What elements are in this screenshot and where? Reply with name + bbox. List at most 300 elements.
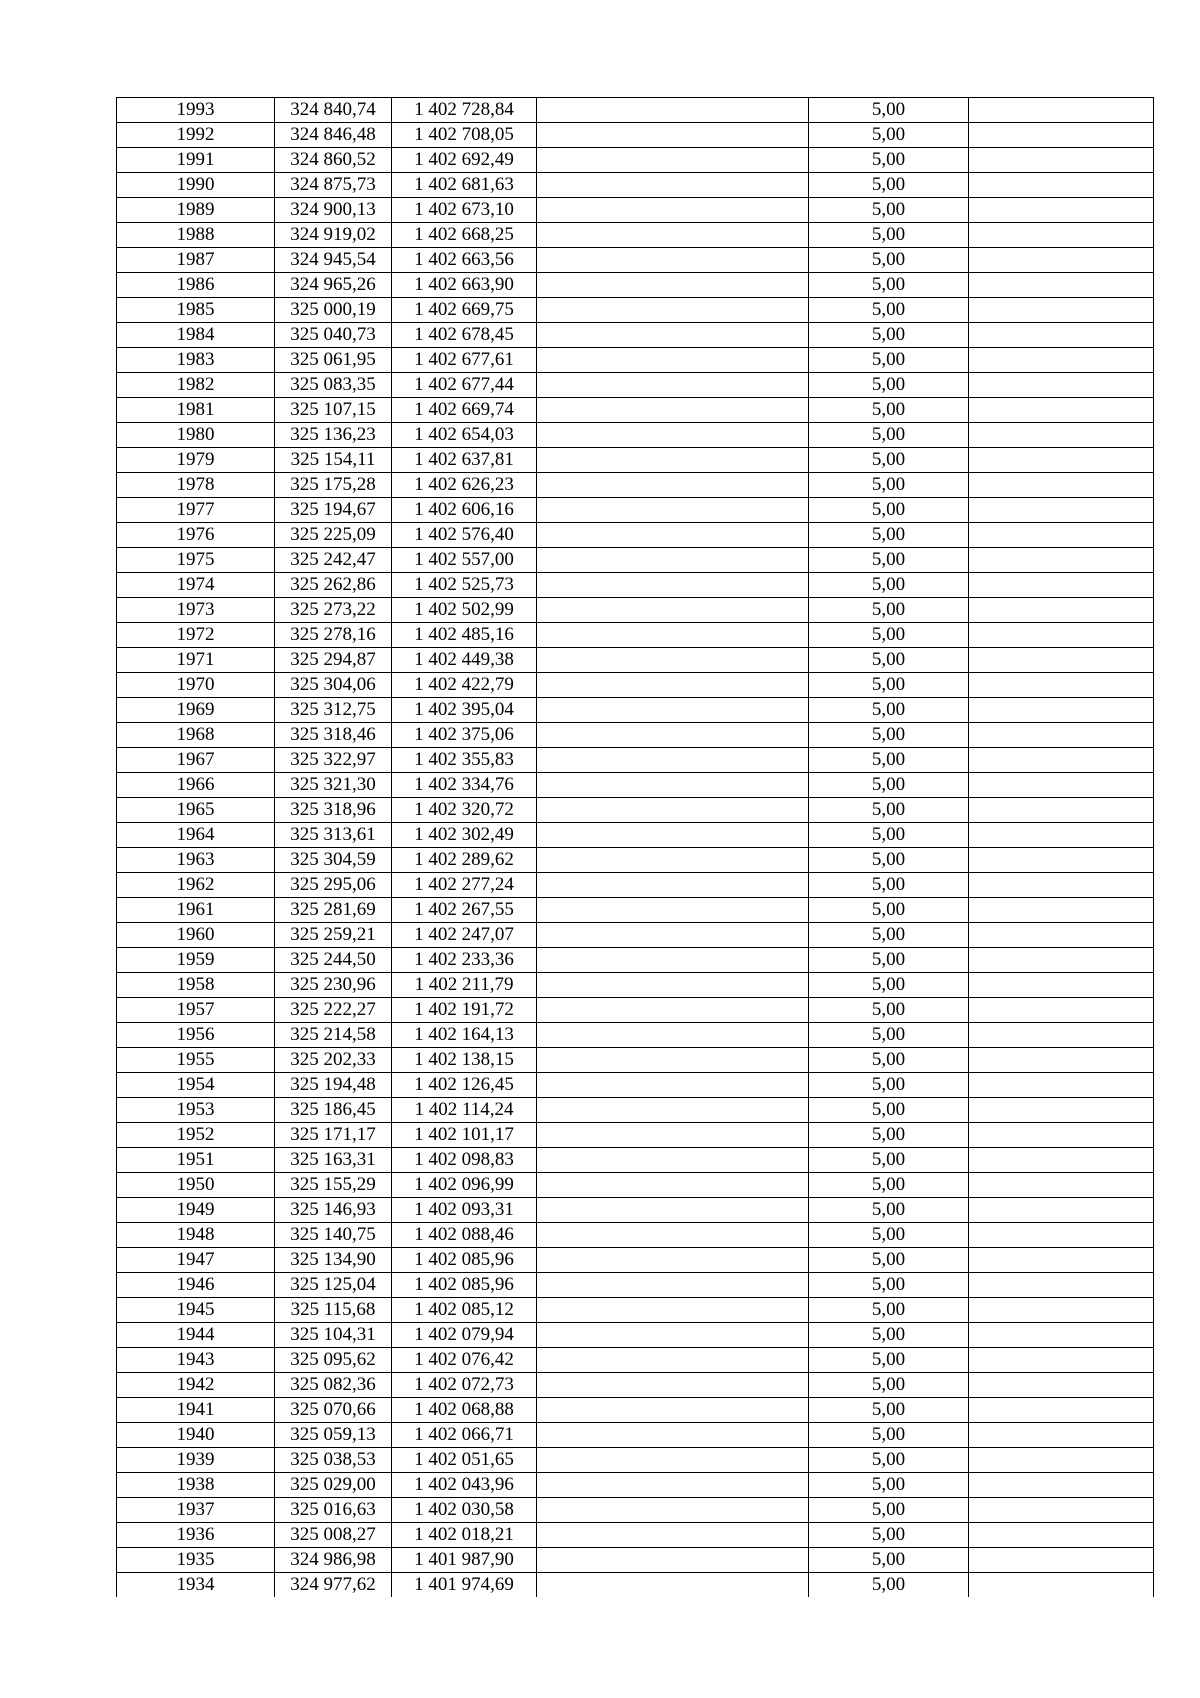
empty-cell [537,873,809,898]
empty-cell [537,1473,809,1498]
point-number-cell: 1986 [117,273,275,298]
point-number-cell: 1945 [117,1298,275,1323]
y-coordinate-cell: 1 402 066,71 [392,1423,537,1448]
x-coordinate-cell: 325 281,69 [275,898,392,923]
empty-cell [969,1573,1154,1598]
x-coordinate-cell: 325 312,75 [275,698,392,723]
empty-cell [537,573,809,598]
empty-cell [969,498,1154,523]
empty-cell [969,1198,1154,1223]
point-number-cell: 1981 [117,398,275,423]
point-number-cell: 1976 [117,523,275,548]
empty-cell [969,723,1154,748]
y-coordinate-cell: 1 402 072,73 [392,1373,537,1398]
value-cell: 5,00 [809,498,969,523]
value-cell: 5,00 [809,1198,969,1223]
table-row [117,698,1154,723]
point-number-cell: 1973 [117,598,275,623]
empty-cell [537,673,809,698]
x-coordinate-cell: 325 244,50 [275,948,392,973]
value-cell: 5,00 [809,1348,969,1373]
value-cell: 5,00 [809,473,969,498]
point-number-cell: 1936 [117,1523,275,1548]
empty-cell [537,1098,809,1123]
x-coordinate-cell: 325 230,96 [275,973,392,998]
x-coordinate-cell: 325 040,73 [275,323,392,348]
value-cell: 5,00 [809,573,969,598]
value-cell: 5,00 [809,798,969,823]
y-coordinate-cell: 1 402 267,55 [392,898,537,923]
x-coordinate-cell: 325 115,68 [275,1298,392,1323]
x-coordinate-cell: 325 186,45 [275,1098,392,1123]
value-cell: 5,00 [809,173,969,198]
x-coordinate-cell: 325 175,28 [275,473,392,498]
x-coordinate-cell: 324 986,98 [275,1548,392,1573]
empty-cell [537,373,809,398]
y-coordinate-cell: 1 402 018,21 [392,1523,537,1548]
x-coordinate-cell: 325 242,47 [275,548,392,573]
y-coordinate-cell: 1 402 085,12 [392,1298,537,1323]
empty-cell [537,423,809,448]
point-number-cell: 1963 [117,848,275,873]
value-cell: 5,00 [809,1523,969,1548]
empty-cell [969,1223,1154,1248]
y-coordinate-cell: 1 402 302,49 [392,823,537,848]
table-row [117,1148,1154,1173]
table-row [117,373,1154,398]
empty-cell [537,898,809,923]
point-number-cell: 1939 [117,1448,275,1473]
empty-cell [969,1073,1154,1098]
table-row [117,648,1154,673]
empty-cell [969,298,1154,323]
y-coordinate-cell: 1 402 233,36 [392,948,537,973]
empty-cell [537,1223,809,1248]
x-coordinate-cell: 325 278,16 [275,623,392,648]
x-coordinate-cell: 325 083,35 [275,373,392,398]
value-cell: 5,00 [809,398,969,423]
point-number-cell: 1958 [117,973,275,998]
y-coordinate-cell: 1 401 974,69 [392,1573,537,1598]
table-row [117,1348,1154,1373]
value-cell: 5,00 [809,1023,969,1048]
table-row [117,923,1154,948]
point-number-cell: 1982 [117,373,275,398]
value-cell: 5,00 [809,598,969,623]
table-row [117,1473,1154,1498]
value-cell: 5,00 [809,723,969,748]
value-cell: 5,00 [809,1398,969,1423]
x-coordinate-cell: 325 262,86 [275,573,392,598]
table-row [117,873,1154,898]
table-row [117,98,1154,123]
empty-cell [537,773,809,798]
empty-cell [537,973,809,998]
value-cell: 5,00 [809,1423,969,1448]
x-coordinate-cell: 325 313,61 [275,823,392,848]
y-coordinate-cell: 1 402 043,96 [392,1473,537,1498]
value-cell: 5,00 [809,1323,969,1348]
point-number-cell: 1992 [117,123,275,148]
empty-cell [969,898,1154,923]
point-number-cell: 1991 [117,148,275,173]
table-row [117,348,1154,373]
y-coordinate-cell: 1 402 422,79 [392,673,537,698]
x-coordinate-cell: 325 154,11 [275,448,392,473]
empty-cell [969,823,1154,848]
empty-cell [969,1323,1154,1348]
empty-cell [537,1298,809,1323]
table-row [117,748,1154,773]
point-number-cell: 1983 [117,348,275,373]
y-coordinate-cell: 1 402 051,65 [392,1448,537,1473]
empty-cell [969,273,1154,298]
point-number-cell: 1989 [117,198,275,223]
point-number-cell: 1952 [117,1123,275,1148]
point-number-cell: 1946 [117,1273,275,1298]
empty-cell [969,423,1154,448]
empty-cell [969,873,1154,898]
table-row [117,1023,1154,1048]
empty-cell [537,123,809,148]
y-coordinate-cell: 1 402 663,56 [392,248,537,273]
empty-cell [537,473,809,498]
table-row [117,1298,1154,1323]
y-coordinate-cell: 1 402 673,10 [392,198,537,223]
point-number-cell: 1985 [117,298,275,323]
y-coordinate-cell: 1 402 138,15 [392,1048,537,1073]
table-row [117,1523,1154,1548]
value-cell: 5,00 [809,248,969,273]
value-cell: 5,00 [809,873,969,898]
point-number-cell: 1993 [117,98,275,123]
empty-cell [969,948,1154,973]
value-cell: 5,00 [809,1048,969,1073]
x-coordinate-cell: 325 259,21 [275,923,392,948]
empty-cell [537,248,809,273]
point-number-cell: 1965 [117,798,275,823]
point-number-cell: 1948 [117,1223,275,1248]
empty-cell [537,448,809,473]
y-coordinate-cell: 1 402 068,88 [392,1398,537,1423]
point-number-cell: 1954 [117,1073,275,1098]
empty-cell [537,1123,809,1148]
table-row [117,1373,1154,1398]
empty-cell [537,523,809,548]
empty-cell [969,348,1154,373]
y-coordinate-cell: 1 402 668,25 [392,223,537,248]
table-row [117,573,1154,598]
value-cell: 5,00 [809,123,969,148]
x-coordinate-cell: 324 977,62 [275,1573,392,1598]
table-row [117,298,1154,323]
value-cell: 5,00 [809,998,969,1023]
x-coordinate-cell: 325 318,46 [275,723,392,748]
table-row [117,198,1154,223]
empty-cell [537,1173,809,1198]
value-cell: 5,00 [809,273,969,298]
empty-cell [969,98,1154,123]
x-coordinate-cell: 325 146,93 [275,1198,392,1223]
empty-cell [537,798,809,823]
y-coordinate-cell: 1 402 334,76 [392,773,537,798]
point-number-cell: 1955 [117,1048,275,1073]
empty-cell [537,1273,809,1298]
value-cell: 5,00 [809,98,969,123]
value-cell: 5,00 [809,348,969,373]
x-coordinate-cell: 325 295,06 [275,873,392,898]
value-cell: 5,00 [809,1073,969,1098]
table-row [117,673,1154,698]
empty-cell [537,648,809,673]
point-number-cell: 1941 [117,1398,275,1423]
y-coordinate-cell: 1 402 098,83 [392,1148,537,1173]
empty-cell [537,723,809,748]
x-coordinate-cell: 325 038,53 [275,1448,392,1473]
value-cell: 5,00 [809,1298,969,1323]
empty-cell [537,1348,809,1373]
empty-cell [537,98,809,123]
y-coordinate-cell: 1 402 637,81 [392,448,537,473]
x-coordinate-cell: 325 029,00 [275,1473,392,1498]
table-row [117,1073,1154,1098]
table-row [117,773,1154,798]
point-number-cell: 1988 [117,223,275,248]
point-number-cell: 1934 [117,1573,275,1598]
y-coordinate-cell: 1 402 085,96 [392,1273,537,1298]
y-coordinate-cell: 1 402 277,24 [392,873,537,898]
point-number-cell: 1978 [117,473,275,498]
table-row [117,823,1154,848]
x-coordinate-cell: 325 202,33 [275,1048,392,1073]
point-number-cell: 1966 [117,773,275,798]
empty-cell [537,948,809,973]
y-coordinate-cell: 1 402 191,72 [392,998,537,1023]
y-coordinate-cell: 1 402 708,05 [392,123,537,148]
y-coordinate-cell: 1 402 669,75 [392,298,537,323]
table-row [117,323,1154,348]
x-coordinate-cell: 325 214,58 [275,1023,392,1048]
empty-cell [969,1048,1154,1073]
empty-cell [969,1398,1154,1423]
y-coordinate-cell: 1 402 355,83 [392,748,537,773]
point-number-cell: 1979 [117,448,275,473]
point-number-cell: 1967 [117,748,275,773]
x-coordinate-cell: 325 318,96 [275,798,392,823]
empty-cell [969,473,1154,498]
value-cell: 5,00 [809,548,969,573]
y-coordinate-cell: 1 402 654,03 [392,423,537,448]
empty-cell [969,248,1154,273]
value-cell: 5,00 [809,1498,969,1523]
y-coordinate-cell: 1 402 101,17 [392,1123,537,1148]
value-cell: 5,00 [809,623,969,648]
table-row [117,423,1154,448]
empty-cell [537,1573,809,1598]
point-number-cell: 1960 [117,923,275,948]
table-row [117,1123,1154,1148]
empty-cell [537,1198,809,1223]
value-cell: 5,00 [809,323,969,348]
empty-cell [537,1073,809,1098]
value-cell: 5,00 [809,298,969,323]
y-coordinate-cell: 1 402 669,74 [392,398,537,423]
value-cell: 5,00 [809,1173,969,1198]
empty-cell [537,848,809,873]
empty-cell [969,1423,1154,1448]
point-number-cell: 1944 [117,1323,275,1348]
empty-cell [969,973,1154,998]
value-cell: 5,00 [809,1098,969,1123]
point-number-cell: 1956 [117,1023,275,1048]
empty-cell [537,1448,809,1473]
empty-cell [537,498,809,523]
value-cell: 5,00 [809,423,969,448]
point-number-cell: 1950 [117,1173,275,1198]
table-row [117,723,1154,748]
table-row [117,1548,1154,1573]
x-coordinate-cell: 325 125,04 [275,1273,392,1298]
x-coordinate-cell: 324 900,13 [275,198,392,223]
y-coordinate-cell: 1 402 320,72 [392,798,537,823]
empty-cell [969,173,1154,198]
empty-cell [969,548,1154,573]
empty-cell [969,848,1154,873]
table-row [117,848,1154,873]
point-number-cell: 1959 [117,948,275,973]
value-cell: 5,00 [809,1548,969,1573]
y-coordinate-cell: 1 401 987,90 [392,1548,537,1573]
table-row [117,1223,1154,1248]
empty-cell [537,823,809,848]
table-row [117,1098,1154,1123]
point-number-cell: 1964 [117,823,275,848]
value-cell: 5,00 [809,373,969,398]
empty-cell [537,223,809,248]
y-coordinate-cell: 1 402 395,04 [392,698,537,723]
value-cell: 5,00 [809,1273,969,1298]
x-coordinate-cell: 325 134,90 [275,1248,392,1273]
table-row [117,1398,1154,1423]
empty-cell [537,1423,809,1448]
table-row [117,1423,1154,1448]
x-coordinate-cell: 325 304,59 [275,848,392,873]
empty-cell [537,623,809,648]
table-row [117,248,1154,273]
x-coordinate-cell: 324 965,26 [275,273,392,298]
table-row [117,523,1154,548]
y-coordinate-cell: 1 402 485,16 [392,623,537,648]
point-number-cell: 1949 [117,1198,275,1223]
empty-cell [969,1523,1154,1548]
empty-cell [969,773,1154,798]
x-coordinate-cell: 324 846,48 [275,123,392,148]
table-row [117,998,1154,1023]
x-coordinate-cell: 325 194,67 [275,498,392,523]
x-coordinate-cell: 325 171,17 [275,1123,392,1148]
y-coordinate-cell: 1 402 525,73 [392,573,537,598]
empty-cell [537,748,809,773]
y-coordinate-cell: 1 402 093,31 [392,1198,537,1223]
empty-cell [969,673,1154,698]
x-coordinate-cell: 325 136,23 [275,423,392,448]
point-number-cell: 1969 [117,698,275,723]
point-number-cell: 1943 [117,1348,275,1373]
table-row [117,398,1154,423]
x-coordinate-cell: 324 945,54 [275,248,392,273]
table-row [117,898,1154,923]
empty-cell [537,1148,809,1173]
empty-cell [969,523,1154,548]
empty-cell [537,173,809,198]
table-row [117,473,1154,498]
value-cell: 5,00 [809,698,969,723]
empty-cell [969,1098,1154,1123]
empty-cell [537,1048,809,1073]
empty-cell [969,648,1154,673]
value-cell: 5,00 [809,148,969,173]
y-coordinate-cell: 1 402 677,61 [392,348,537,373]
value-cell: 5,00 [809,1573,969,1598]
value-cell: 5,00 [809,1373,969,1398]
y-coordinate-cell: 1 402 678,45 [392,323,537,348]
empty-cell [537,273,809,298]
point-number-cell: 1984 [117,323,275,348]
x-coordinate-cell: 325 155,29 [275,1173,392,1198]
empty-cell [537,1248,809,1273]
empty-cell [969,1023,1154,1048]
y-coordinate-cell: 1 402 677,44 [392,373,537,398]
x-coordinate-cell: 325 222,27 [275,998,392,1023]
empty-cell [537,1498,809,1523]
x-coordinate-cell: 325 322,97 [275,748,392,773]
table-row [117,498,1154,523]
point-number-cell: 1942 [117,1373,275,1398]
x-coordinate-cell: 325 273,22 [275,598,392,623]
empty-cell [537,1548,809,1573]
value-cell: 5,00 [809,223,969,248]
value-cell: 5,00 [809,923,969,948]
point-number-cell: 1971 [117,648,275,673]
empty-cell [969,148,1154,173]
x-coordinate-cell: 325 304,06 [275,673,392,698]
empty-cell [969,748,1154,773]
table-row [117,1498,1154,1523]
table-row [117,1323,1154,1348]
x-coordinate-cell: 325 104,31 [275,1323,392,1348]
y-coordinate-cell: 1 402 088,46 [392,1223,537,1248]
y-coordinate-cell: 1 402 681,63 [392,173,537,198]
empty-cell [969,1373,1154,1398]
coordinates-table [116,97,1154,1597]
x-coordinate-cell: 325 059,13 [275,1423,392,1448]
table-row [117,623,1154,648]
empty-cell [969,198,1154,223]
empty-cell [969,1173,1154,1198]
point-number-cell: 1953 [117,1098,275,1123]
empty-cell [537,398,809,423]
empty-cell [969,923,1154,948]
table-row [117,1573,1154,1598]
point-number-cell: 1947 [117,1248,275,1273]
table-row [117,148,1154,173]
y-coordinate-cell: 1 402 085,96 [392,1248,537,1273]
table-row [117,798,1154,823]
empty-cell [969,1123,1154,1148]
value-cell: 5,00 [809,198,969,223]
empty-cell [537,1323,809,1348]
value-cell: 5,00 [809,973,969,998]
